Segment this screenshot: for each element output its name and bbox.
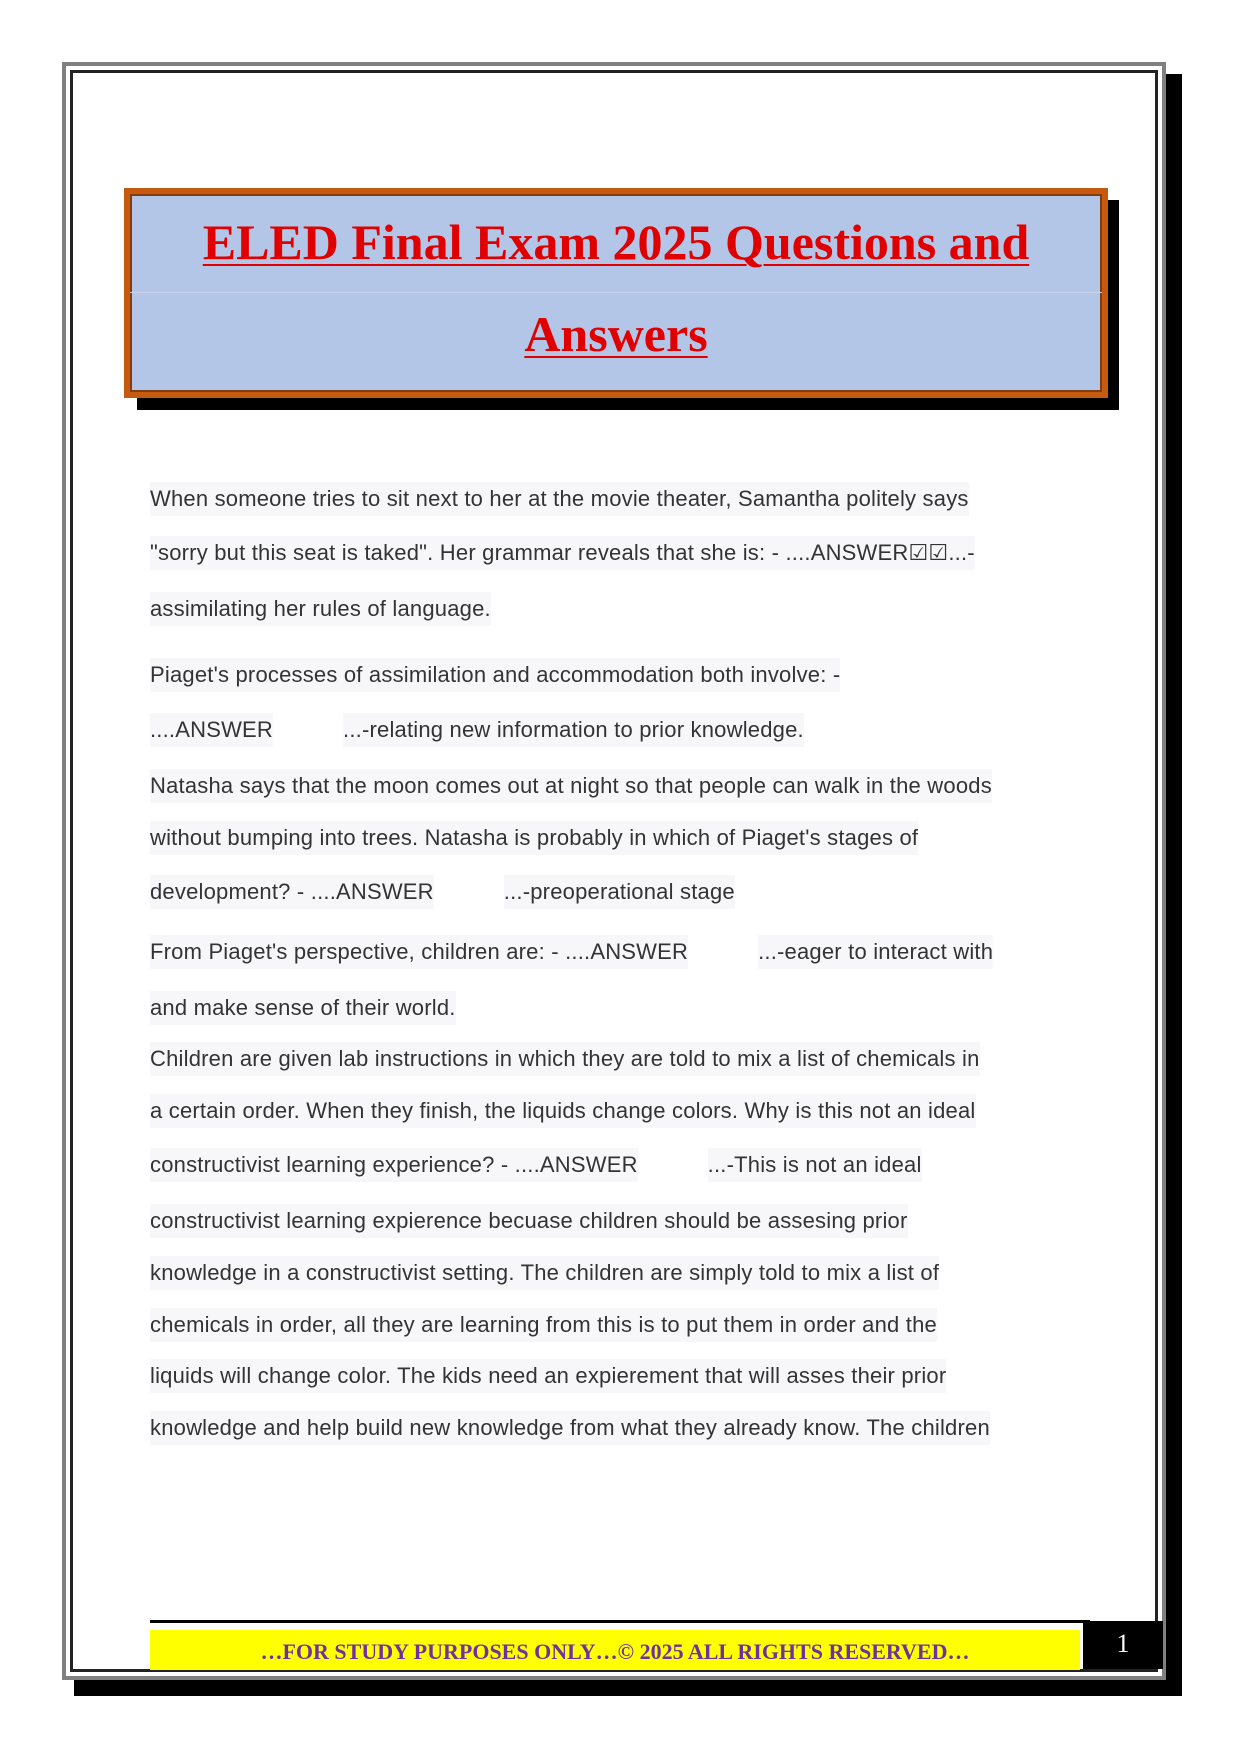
answer-text: ...-preoperational stage — [504, 875, 735, 909]
text-line: knowledge and help build new knowledge from what they already know. The children — [150, 1411, 990, 1445]
page-number: 1 — [1083, 1621, 1163, 1669]
text-line-row — [150, 713, 804, 747]
text-line-row — [150, 875, 735, 909]
answer-text: ...-This is not an ideal — [708, 1148, 922, 1182]
title-line-1: ELED Final Exam 2025 Questions and — [202, 214, 1030, 270]
text-line: without bumping into trees. Natasha is probably in which of Piaget's stages of — [150, 821, 918, 855]
text-line: constructivist learning expierence becuase children should be assesing prior — [150, 1204, 908, 1238]
question-end: From Piaget's perspective, children are: - ....ANSWER — [150, 935, 688, 969]
text-line: Natasha says that the moon comes out at night so that people can walk in the woods — [150, 769, 992, 803]
answer-marker: ....ANSWER — [150, 713, 273, 747]
answer-text: ...-relating new information to prior knowledge. — [343, 713, 804, 747]
text-line-row — [150, 1148, 922, 1182]
question-end: development? - ....ANSWER — [150, 875, 434, 909]
title-separator — [130, 292, 1102, 293]
text-line: Piaget's processes of assimilation and accommodation both involve: - — [150, 658, 840, 692]
title-line-2: Answers — [524, 306, 708, 362]
text-line: chemicals in order, all they are learning from this is to put them in order and the — [150, 1308, 937, 1342]
answer-text: ...-eager to interact with — [758, 935, 993, 969]
question-end: constructivist learning experience? - ....ANSWER — [150, 1148, 638, 1182]
text-line: Children are given lab instructions in which they are told to mix a list of chemicals in — [150, 1042, 980, 1076]
text-line-row — [150, 935, 993, 969]
text-line: knowledge in a constructivist setting. The children are simply told to mix a list of — [150, 1256, 939, 1290]
text-line: "sorry but this seat is taked". Her grammar reveals that she is: - ....ANSWER☑☑...- — [150, 536, 975, 570]
answer-gap — [273, 713, 343, 747]
title-box — [124, 188, 1108, 398]
text-line: When someone tries to sit next to her at the movie theater, Samantha politely says — [150, 482, 969, 516]
answer-gap — [638, 1148, 708, 1182]
text-line: assimilating her rules of language. — [150, 592, 491, 626]
text-line: and make sense of their world. — [150, 991, 456, 1025]
footer-rule — [150, 1620, 1090, 1623]
answer-gap — [688, 935, 758, 969]
text-line: a certain order. When they finish, the liquids change colors. Why is this not an ideal — [150, 1094, 976, 1128]
answer-gap — [434, 875, 504, 909]
text-line: liquids will change color. The kids need an expierement that will asses their prior — [150, 1359, 946, 1393]
footer-notice: …FOR STUDY PURPOSES ONLY…© 2025 ALL RIGHTS RESERVED… — [150, 1630, 1080, 1670]
